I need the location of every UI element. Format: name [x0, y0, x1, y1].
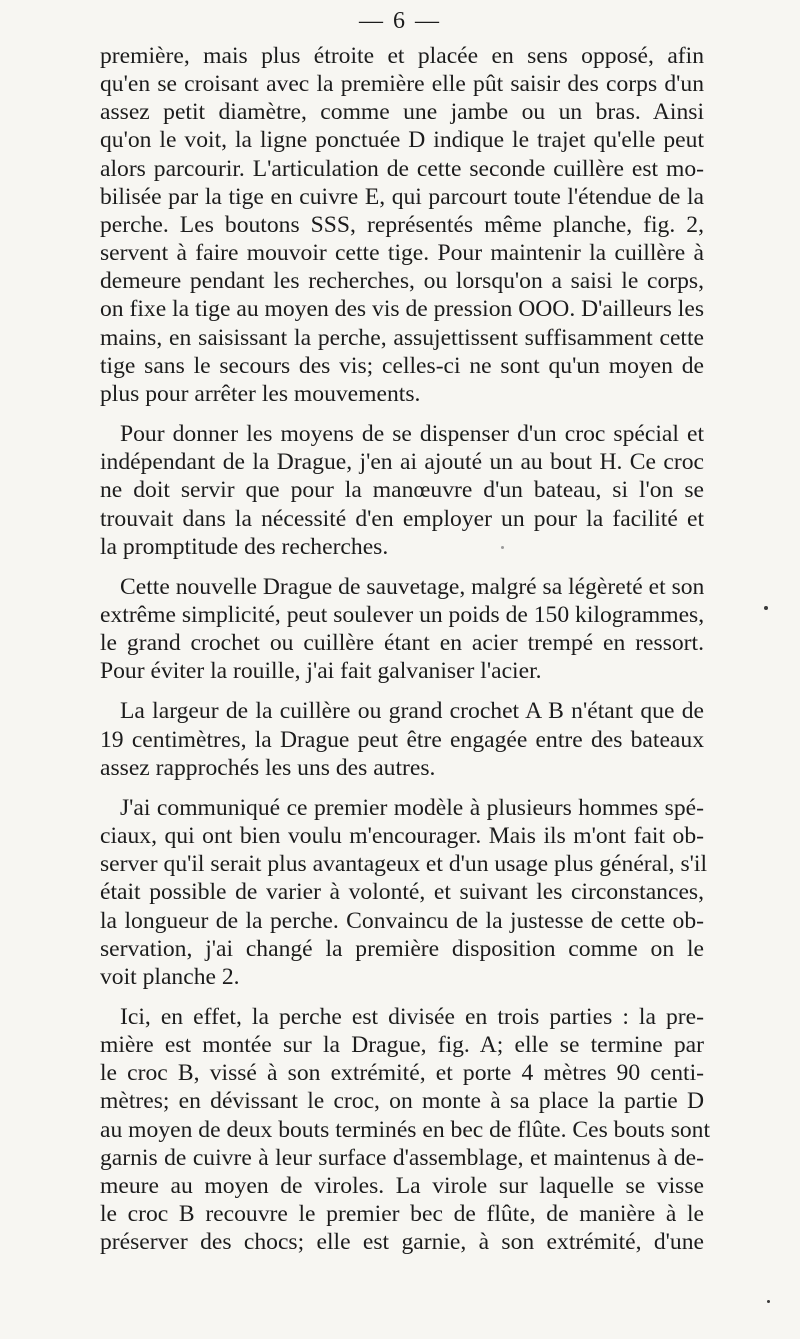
- paragraph-3: [100, 573, 704, 686]
- text-line: la longueur de la perche. Convaincu de la justesse de cette ob-: [100, 907, 704, 934]
- text-line: qu'en se croisant avec la première elle pût saisir des corps d'un: [100, 71, 704, 98]
- text-line: J'ai communiqué ce premier modèle à plusieurs hommes spé-: [120, 794, 704, 821]
- text-line: servent à faire mouvoir cette tige. Pour maintenir la cuillère à: [100, 240, 704, 267]
- text-line: mètres; en dévissant le croc, on monte à sa place la partie D: [100, 1088, 704, 1115]
- text-line: extrême simplicité, peut soulever un poids de 150 kilogrammes,: [100, 601, 705, 628]
- text-line: perche. Les boutons SSS, représentés même planche, fig. 2,: [100, 211, 704, 238]
- text-line: Cette nouvelle Drague de sauvetage, malgré sa légèreté et son: [120, 573, 705, 600]
- paragraph-4: [100, 697, 704, 781]
- ink-speck: [764, 606, 768, 610]
- text-line: demeure pendant les recherches, ou lorsqu'on a saisi le corps,: [100, 268, 704, 295]
- text-line: La largeur de la cuillère ou grand crochet A B n'étant que de: [120, 698, 704, 725]
- text-line: alors parcourir. L'articulation de cette seconde cuillère est mo-: [100, 155, 704, 182]
- text-line: la promptitude des recherches.: [100, 533, 389, 560]
- paragraph-2: [100, 420, 704, 561]
- text-line: le grand crochet ou cuillère étant en acier trempé en ressort.: [100, 630, 704, 657]
- text-line: première, mais plus étroite et placée en sens opposé, afin: [100, 43, 704, 69]
- text-line: bilisée par la tige en cuivre E, qui parcourt toute l'étendue de la: [100, 183, 704, 210]
- text-line: le croc B recouvre le premier bec de flûte, de manière à le: [100, 1201, 704, 1228]
- text-line: au moyen de deux bouts terminés en bec de flûte. Ces bouts sont: [100, 1116, 711, 1143]
- ink-speck: [767, 1300, 770, 1303]
- text-line: plus pour arrêter les mouvements.: [100, 380, 421, 407]
- text-line: voit planche 2.: [100, 963, 240, 990]
- text-line: assez rapprochés les uns des autres.: [100, 754, 436, 781]
- text-line: ciaux, qui ont bien voulu m'encourager. Mais ils m'ont fait ob-: [100, 823, 704, 850]
- paragraph-6: [100, 1003, 711, 1256]
- text-line: Pour éviter la rouille, j'ai fait galvaniser l'acier.: [100, 658, 542, 685]
- text-line: garnis de cuivre à leur surface d'assemblage, et maintenus à de-: [100, 1144, 704, 1171]
- text-line: préserver des chocs; elle est garnie, à son extrémité, d'une: [100, 1229, 704, 1256]
- paragraph-5: [100, 794, 708, 991]
- text-line: mains, en saisissant la perche, assujettissent suffisamment cette: [100, 324, 704, 351]
- text-line: mière est montée sur la Drague, fig. A; elle se termine par: [100, 1032, 704, 1059]
- text-line: on fixe la tige au moyen des vis de pression OOO. D'ailleurs les: [100, 296, 704, 323]
- text-line: meure au moyen de viroles. La virole sur laquelle se visse: [100, 1172, 704, 1199]
- text-line: Pour donner les moyens de se dispenser d'un croc spécial et: [120, 421, 704, 448]
- text-line: indépendant de la Drague, j'en ai ajouté un au bout H. Ce croc: [100, 449, 704, 476]
- text-line: 19 centimètres, la Drague peut être engagée entre des bateaux: [100, 726, 704, 753]
- text-line: tige sans le secours des vis; celles-ci ne sont qu'un moyen de: [100, 352, 704, 379]
- text-line: assez petit diamètre, comme une jambe ou un bras. Ainsi: [100, 99, 704, 126]
- text-line: Ici, en effet, la perche est divisée en trois parties : la pre-: [120, 1004, 704, 1030]
- text-line: était possible de varier à volonté, et suivant les circonstances,: [100, 879, 704, 906]
- text-line: qu'on le voit, la ligne ponctuée D indique le trajet qu'elle peut: [100, 127, 704, 154]
- text-line: le croc B, vissé à son extrémité, et porte 4 mètres 90 centi-: [100, 1060, 704, 1087]
- ink-speck: [501, 546, 504, 549]
- text-line: servation, j'ai changé la première disposition comme on le: [100, 935, 704, 962]
- text-line: trouvait dans la nécessité d'en employer un pour la facilité et: [100, 505, 704, 532]
- text-line: ne doit servir que pour la manœuvre d'un bateau, si l'on se: [100, 477, 704, 504]
- paragraph-1: [100, 42, 704, 408]
- text-line: server qu'il serait plus avantageux et d'un usage plus général, s'il: [100, 851, 708, 878]
- body-text: [100, 42, 711, 1256]
- page-number: — 6 —: [359, 8, 441, 34]
